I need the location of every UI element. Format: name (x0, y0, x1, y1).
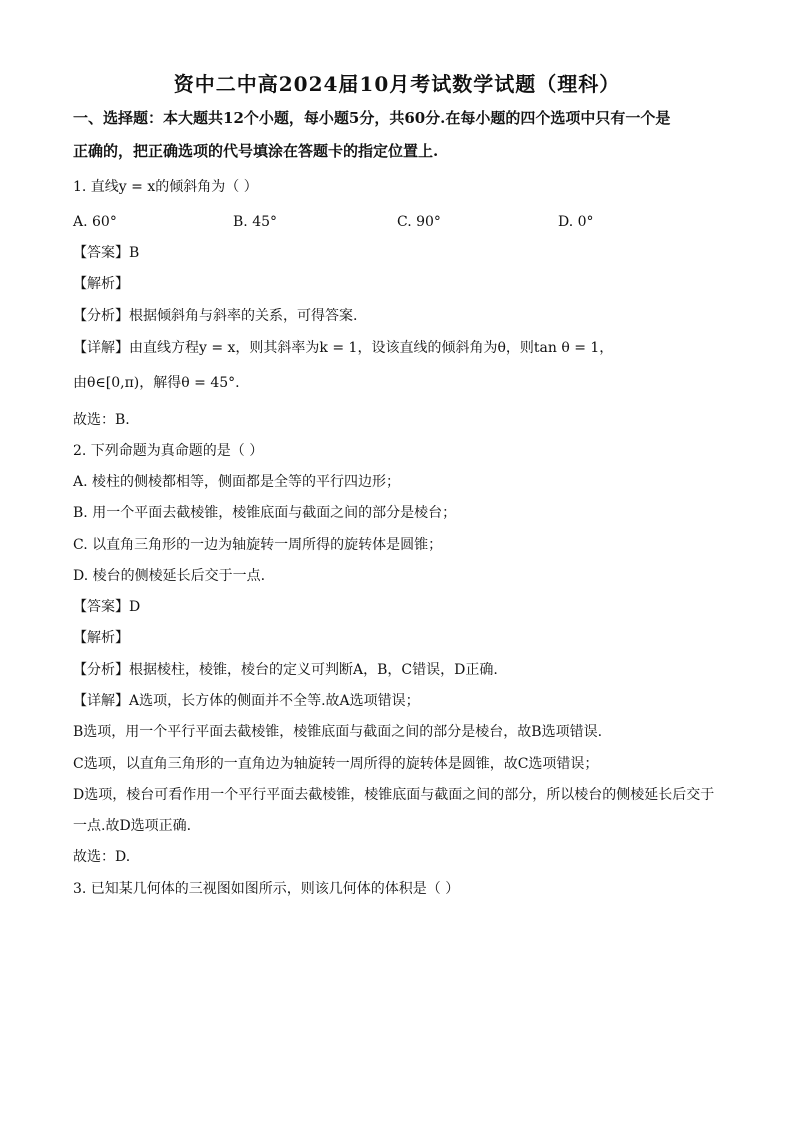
q2-option-a: A. 棱柱的侧棱都相等，侧面都是全等的平行四边形； (73, 474, 401, 490)
q3-stem: 3. 已知某几何体的三视图如图所示，则该几何体的体积是（ ） (73, 881, 460, 897)
q2-option-b: B. 用一个平面去截棱锥，棱锥底面与截面之间的部分是棱台； (73, 505, 457, 521)
q2-analysis: 【分析】根据棱柱，棱锥，棱台的定义可判断A，B，C错误，D正确. (73, 662, 498, 678)
q2-jiexi-label: 【解析】 (73, 630, 129, 646)
q2-detail-line: D选项，棱台可看作用一个平行平面去截棱锥，棱锥底面与截面之间的部分，所以棱台的侧棱延长后交于 (73, 787, 715, 803)
page-title: 资中二中高2024届10月考试数学试题（理科） (173, 72, 621, 96)
q2-option-d: D. 棱台的侧棱延长后交于一点. (73, 568, 266, 584)
section-heading-line1: 一、选择题：本大题共12个小题，每小题5分，共60分.在每小题的四个选项中只有一个是 (73, 109, 671, 127)
q1-stem: 1. 直线y = x的倾斜角为（ ） (73, 179, 258, 195)
q1-option-b: B. 45° (233, 214, 278, 230)
q1-jiexi-label: 【解析】 (73, 276, 129, 292)
q2-detail-line: B选项，用一个平行平面去截棱锥，棱锥底面与截面之间的部分是棱台，故B选项错误. (73, 724, 603, 740)
q2-detail-line: 一点.故D选项正确. (73, 818, 192, 834)
q1-option-c: C. 90° (397, 214, 441, 230)
q2-detail-line: 【详解】A选项，长方体的侧面并不全等.故A选项错误； (73, 693, 420, 709)
section-heading-line2: 正确的，把正确选项的代号填涂在答题卡的指定位置上. (73, 142, 439, 160)
q2-stem: 2. 下列命题为真命题的是（ ） (73, 443, 264, 459)
q2-conclusion: 故选：D. (73, 849, 131, 865)
q2-answer: 【答案】D (73, 599, 141, 615)
q2-option-c: C. 以直角三角形的一边为轴旋转一周所得的旋转体是圆锥； (73, 537, 443, 553)
q1-conclusion: 故选：B. (73, 412, 130, 428)
q1-detail: 【详解】由直线方程y = x，则其斜率为k = 1，设该直线的倾斜角为θ，则tan θ = 1， (73, 340, 614, 356)
q1-detail-cont: 由θ∈[0,π)，解得θ = 45°. (73, 375, 240, 391)
q1-answer: 【答案】B (73, 245, 140, 261)
q2-detail-line: C选项，以直角三角形的一直角边为轴旋转一周所得的旋转体是圆锥，故C选项错误； (73, 756, 599, 772)
q1-analysis: 【分析】根据倾斜角与斜率的关系，可得答案. (73, 308, 358, 324)
q1-option-d: D. 0° (558, 214, 594, 230)
q1-option-a: A. 60° (73, 214, 117, 230)
